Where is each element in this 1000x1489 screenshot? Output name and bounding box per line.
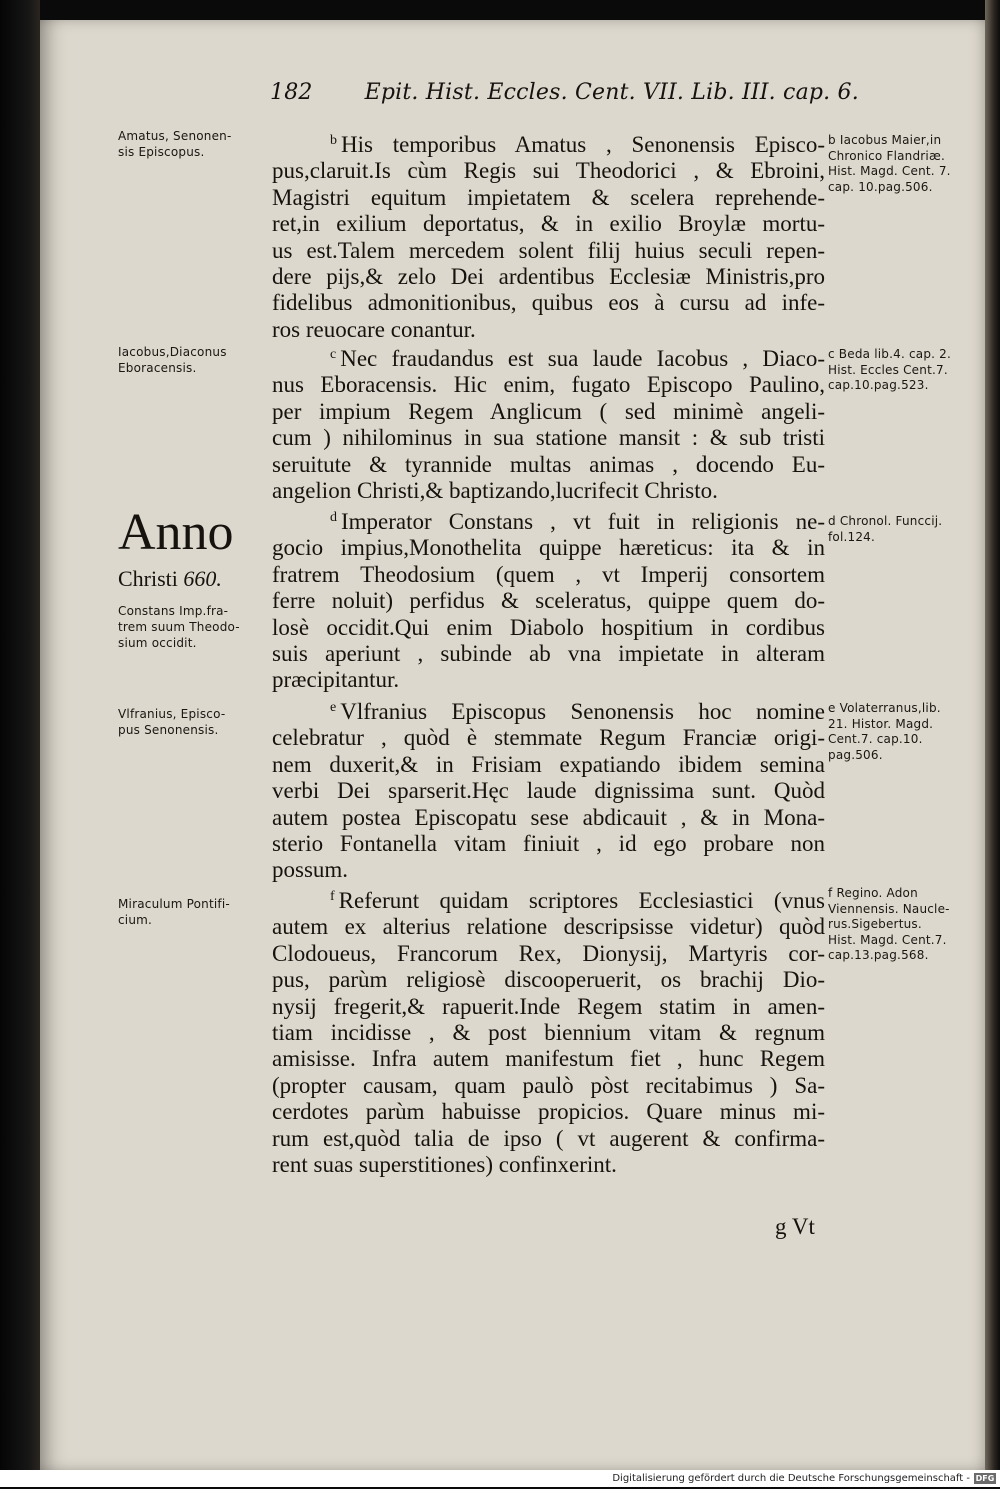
text-line: Magistri equitum impietatem & scelera reprehende- — [272, 184, 825, 210]
funding-notice: Digitalisierung gefördert durch die Deutsche Forschungsgemeinschaft - — [612, 1473, 970, 1484]
left-note-iacobus — [118, 344, 268, 376]
note-line: cap.13.pag.568. — [828, 948, 929, 962]
note-line: 21. Histor. Magd. — [828, 716, 934, 731]
text-line: verbi Dei sparserit.Hęc laude dignissima sunt. Quòd — [272, 778, 825, 804]
text-line: gocio impius,Monothelita quippe hæreticus: ita & in — [272, 535, 825, 561]
text-line: losè occidit.Qui enim Diabolo hospitium in cordibus — [272, 614, 825, 640]
note-line: cap.10.pag.523. — [828, 378, 929, 392]
right-note-b — [828, 133, 980, 195]
note-line: sis Episcopus. — [118, 145, 205, 159]
text-line: Vlfranius Episcopus Senonensis hoc nomine — [340, 699, 825, 724]
text-line: Imperator Constans , vt fuit in religionis ne- — [341, 509, 825, 534]
text-line: præcipitantur. — [272, 667, 400, 693]
note-marker: f — [330, 889, 335, 904]
text-line: autem ex alterius relatione descripsisse videtur) quòd — [272, 914, 825, 940]
note-line: cium. — [118, 913, 153, 927]
note-line: d Chronol. Funccij. — [828, 514, 943, 528]
left-note-miraculum — [118, 896, 268, 928]
note-line: trem suum Theodo- — [118, 620, 240, 634]
text-line: sterio Fontanella vitam finiuit , id ego probare non — [272, 831, 825, 857]
right-note-d — [828, 514, 980, 545]
anno-christi-year — [118, 566, 222, 592]
note-line: cap. 10.pag.506. — [828, 179, 933, 194]
note-marker: e — [330, 700, 337, 715]
text-line: seruitute & tyrannide multas animas , docendo Eu- — [272, 451, 825, 477]
note-line: Cent.7. cap.10. — [828, 732, 923, 746]
text-line: pus,claruit.Is cùm Regis sui Theodorici , & Ebroini, — [272, 158, 825, 184]
note-line: Hist. Eccles Cent.7. — [828, 362, 948, 377]
note-line: pus Senonensis. — [118, 723, 219, 737]
right-note-e — [828, 701, 980, 763]
text-line: celebratur , quòd è stemmate Regum Franciæ origi- — [272, 725, 825, 751]
right-note-f — [828, 886, 980, 964]
text-line: Clodoueus, Francorum Rex, Dionysij, Martyris cor- — [272, 940, 825, 966]
text-line: rum est,quòd talia de ipso ( vt augerent & confirma- — [272, 1125, 825, 1151]
text-line: Referunt quidam scriptores Ecclesiastici (vnus — [338, 888, 825, 913]
anno-heading: Anno — [118, 504, 234, 561]
text-line: us est.Talem mercedem solent filij huius seculi repen- — [272, 237, 825, 263]
note-line: Iacobus,Diaconus — [118, 345, 227, 359]
page-number: 182 — [270, 80, 313, 105]
running-title: Epit. Hist. Eccles. Cent. VII. Lib. III. cap. 6. — [364, 80, 859, 105]
note-line: f Regino. Adon — [828, 886, 918, 900]
paragraph-f — [272, 884, 825, 1178]
text-line: ret,in exilium deportatus, & in exilio Broylæ mortu- — [272, 211, 825, 237]
paragraph-e — [272, 695, 825, 884]
note-line: Hist. Magd. Cent. 7. — [828, 164, 951, 178]
left-note-vlfranius — [118, 706, 268, 738]
note-marker: b — [330, 133, 337, 148]
left-note-constans — [118, 603, 268, 651]
text-line: rent suas superstitiones) confinxerint. — [272, 1152, 617, 1178]
text-line: fidelibus admonitionibus, quibus eos à cursu ad infe- — [272, 290, 825, 316]
paragraph-b — [272, 128, 825, 343]
text-line: nysij fregerit,& rapuerit.Inde Regem statim in amen- — [272, 993, 825, 1019]
note-line: pag.506. — [828, 747, 883, 762]
scan-left-edge — [0, 0, 40, 1470]
text-line: amisisse. Infra autem manifestum fiet , hunc Regem — [272, 1046, 825, 1072]
scan-right-edge — [985, 0, 1000, 1470]
digitization-footer — [0, 1470, 1000, 1487]
text-line: possum. — [272, 857, 349, 883]
christi-label: Christi — [118, 566, 178, 591]
note-line: fol.124. — [828, 529, 876, 544]
text-line: tiam incidisse , & post biennium vitam & regnum — [272, 1020, 825, 1046]
note-marker: c — [330, 347, 337, 362]
note-line: Constans Imp.fra- — [118, 604, 229, 618]
note-line: b Iacobus Maier,in — [828, 133, 942, 147]
text-line: ros reuocare conantur. — [272, 316, 476, 342]
note-line: c Beda lib.4. cap. 2. — [828, 347, 952, 361]
right-note-c — [828, 347, 980, 394]
left-note-amatus — [118, 128, 268, 160]
note-line: sium occidit. — [118, 636, 197, 650]
text-line: nem duxerit,& in Frisiam expatiando ibidem semina — [272, 751, 825, 777]
text-line: dere pijs,& zelo Dei ardentibus Ecclesiæ Ministris,pro — [272, 264, 825, 290]
text-line: nus Eboracensis. Hic enim, fugato Episcopo Paulino, — [272, 372, 825, 398]
text-line: per impium Regem Anglicum ( sed minimè angeli- — [272, 398, 825, 424]
paragraph-c — [272, 342, 825, 504]
text-line: Nec fraudandus est sua laude Iacobus , Diaco- — [340, 346, 825, 371]
note-line: Vlfranius, Episco- — [118, 707, 226, 721]
text-line: His temporibus Amatus , Senonensis Episco- — [341, 132, 825, 157]
note-line: Viennensis. Naucle- — [828, 901, 950, 916]
text-line: fratrem Theodosium (quem , vt Imperij consortem — [272, 561, 825, 587]
note-marker: d — [330, 510, 337, 525]
running-head — [270, 80, 859, 105]
text-line: autem postea Episcopatu sese abdicauit , & in Mona- — [272, 804, 825, 830]
note-line: Eboracensis. — [118, 361, 197, 375]
dfg-logo-icon[interactable]: DFG — [975, 1474, 995, 1483]
text-line: suis aperiunt , subinde ab vna impietate in alteram — [272, 641, 825, 667]
note-line: e Volaterranus,lib. — [828, 701, 941, 715]
text-line: pus, parùm religiosè discooperuerit, os brachij Dio- — [272, 967, 825, 993]
note-line: Amatus, Senonen- — [118, 129, 232, 143]
catchword: g Vt — [775, 1214, 815, 1239]
christi-year: 660. — [183, 566, 222, 591]
text-line: cerdotes parùm habuisse propicios. Quare minus mi- — [272, 1099, 825, 1125]
note-line: Chronico Flandriæ. — [828, 148, 945, 163]
text-line: angelion Christi,& baptizando,lucrifecit Christo. — [272, 478, 718, 504]
text-line: ferre noluit) perfidus & sceleratus, quippe quem do- — [272, 588, 825, 614]
note-line: rus.Sigebertus. — [828, 917, 922, 931]
text-line: (propter causam, quam paulò pòst recitabimus ) Sa- — [272, 1072, 825, 1098]
paragraph-d — [272, 505, 825, 694]
note-line: Hist. Magd. Cent.7. — [828, 932, 947, 947]
text-line: cum ) nihilominus in sua statione mansit : & sub tristi — [272, 425, 825, 451]
note-line: Miraculum Pontifi- — [118, 897, 230, 911]
